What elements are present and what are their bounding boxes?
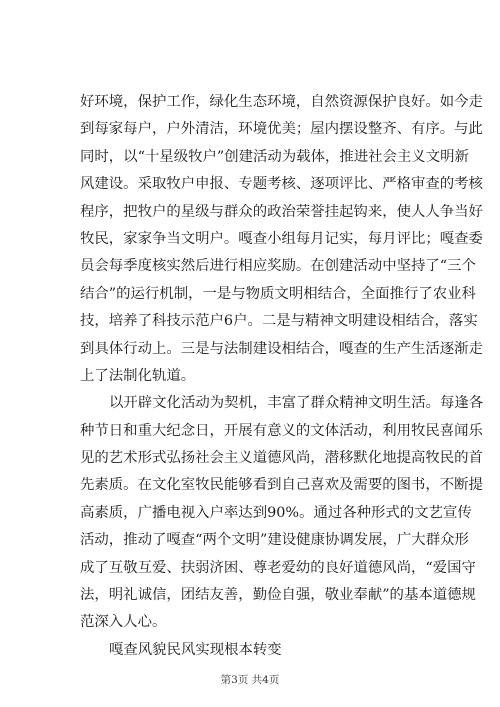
text-line: 种节日和重大纪念日，开展有意义的文体活动，利用牧民喜闻乐: [80, 422, 483, 439]
text-line: 嘎查风貌民风实现根本转变: [109, 641, 282, 658]
text-line: 到每家每户，户外清洁，环境优美；屋内摆设整齐、有序。与此: [80, 121, 483, 138]
text-line: 结合”的运行机制，一是与物质文明相结合，全面推行了农业科: [80, 285, 476, 302]
text-line: 好环境，保护工作，绿化生态环境，自然资源保护良好。如今走: [80, 94, 483, 110]
text-line: 先素质。在文化室牧民能够看到自己喜欢及需要的图书，不断提: [80, 477, 483, 494]
section-heading: [80, 637, 425, 664]
text-line: 活动，推动了嘎查“两个文明”建设健康协调发展，广大群众形: [80, 532, 469, 549]
text-line: 见的艺术形式弘扬社会主义道德风尚，潜移默化地提高牧民的首: [80, 450, 483, 467]
page-footer: 第3页 共4页: [220, 674, 280, 686]
text-line: 高素质，广播电视入户率达到90%。通过各种形式的文艺宣传: [80, 504, 472, 521]
text-line: 上了法制化轨道。: [80, 367, 196, 384]
paragraph: [80, 89, 483, 390]
text-line: 到具体行动上。三是与法制建设相结合，嘎查的生产生活逐渐走: [80, 340, 483, 357]
document-body: [80, 89, 484, 664]
text-line: 成了互敬互爱、扶弱济困、尊老爱幼的良好道德风尚，“爱国守: [80, 559, 476, 576]
text-line: 牧民，家家争当文明户。嘎查小组每月记实，每月评比；嘎查委: [80, 230, 483, 247]
text-line: 程序，把牧户的星级与群众的政治荣誉挂起钩来，使人人争当好: [80, 203, 483, 220]
text-line: 技，培养了科技示范户6户。二是与精神文明建设相结合，落实: [80, 313, 478, 330]
paragraph: [80, 390, 484, 637]
text-line: 同时，以“十星级牧户”创建活动为载体，推进社会主义文明新: [80, 148, 469, 165]
text-line: 范深入人心。: [80, 614, 167, 631]
text-line: 风建设。采取牧户申报、专题考核、逐项评比、严格审查的考核: [80, 176, 483, 193]
text-line: 法，明礼诚信，团结友善，勤俭自强，敬业奉献”的基本道德规: [80, 587, 476, 604]
text-line: 以开辟文化活动为契机，丰富了群众精神文明生活。每逢各: [109, 395, 484, 412]
text-line: 员会每季度核实然后进行相应奖励。在创建活动中坚持了“三个: [80, 258, 476, 275]
